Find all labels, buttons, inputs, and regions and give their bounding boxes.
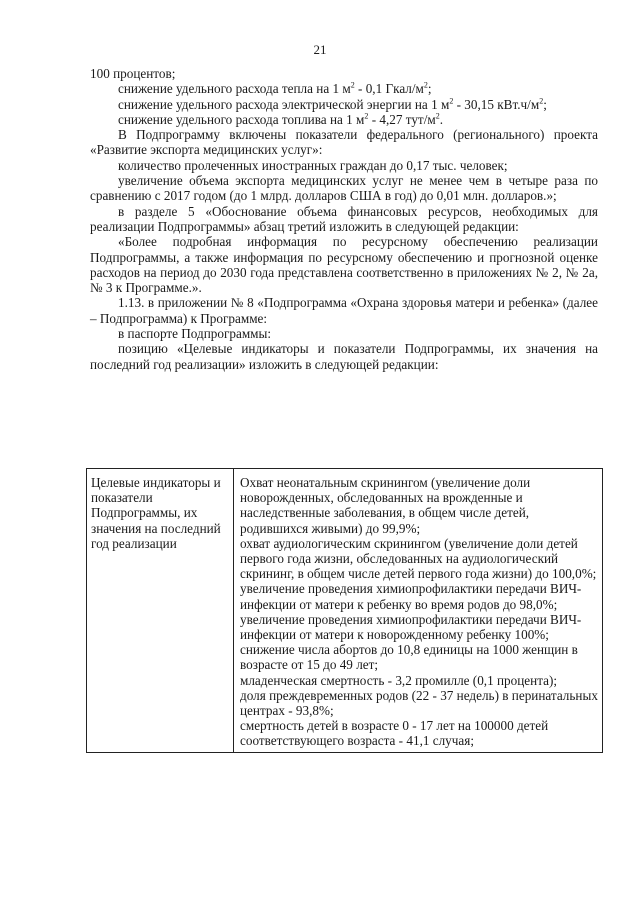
paragraph-4: В Подпрограмму включены показатели федерального (регионального) проекта «Развитие экспорта медицинских услуг»: <box>90 127 598 158</box>
indicator-value: младенческая смертность - 3,2 промилле (0,1 процента); <box>240 672 558 688</box>
paragraph-6: увеличение объема экспорта медицинских услуг не менее чем в четыре раза по сравнению с 2017 годом (до 1 млрд. долларов США в год) до 0,01 млн. долларов.»; <box>90 173 598 204</box>
indicator-value: Охват неонатальным скринингом (увеличение доли новорожденных, обследованных на врожденные и наследственные заболевания, в общем числе детей, родившихся живыми) до 99,9%; <box>240 475 531 536</box>
indicator-label-cell: Целевые индикаторы и показатели Подпрограммы, их значения на последний год реализации <box>87 469 234 753</box>
indicator-value: снижение числа абортов до 10,8 единицы на 1000 женщин в возрасте от 15 до 49 лет; <box>240 642 578 673</box>
indicator-value: увеличение проведения химиопрофилактики передачи ВИЧ-инфекции от матери к ребенку во время родов до 98,0%; <box>240 581 582 612</box>
indicator-value: увеличение проведения химиопрофилактики передачи ВИЧ-инфекции от матери к новорожденному ребенку 100%; <box>240 611 582 643</box>
paragraph-5: количество пролеченных иностранных граждан до 0,17 тыс. человек; <box>118 157 508 173</box>
paragraph-1: снижение удельного расхода тепла на 1 $м^2 - 0,1$ Гкал/$м^2$; <box>118 80 432 97</box>
indicator-value: охват аудиологическим скринингом (увеличение доли детей первого года жизни, обследованных на аудиологический скрининг, в общем числе детей первого года жизни) до 100,0%; <box>240 535 597 582</box>
paragraph-8: «Более подробная информация по ресурсному обеспечению реализации Подпрограммы, а также информация по ресурсному обеспечению и прогнозной оценке расходов на период до 2030 года представлена соответственно в приложениях № 2, № 2а, № 3 к Программе.». <box>90 234 598 296</box>
paragraph-11: позицию «Целевые индикаторы и показатели Подпрограммы, их значения на последний год реализации» изложить в следующей редакции: <box>90 341 598 372</box>
indicator-value: доля преждевременных родов (22 - 37 недель) в перинатальных центрах - 93,8%; <box>240 687 598 719</box>
paragraph-2: снижение удельного расхода электрической энергии на 1 $м^2 - 30,15$ $кВт.ч/м^2$; <box>118 96 547 112</box>
paragraph-10: в паспорте Подпрограммы: <box>118 326 272 342</box>
indicators-table <box>86 468 603 753</box>
paragraph-7: в разделе 5 «Обоснование объема финансовых ресурсов, необходимых для реализации Подпрограммы» абзац третий изложить в следующей редакции: <box>90 203 598 234</box>
body-text <box>90 66 598 372</box>
indicator-values-cell <box>234 469 603 753</box>
paragraph-0: 100 процентов; <box>90 66 176 81</box>
paragraph-3: снижение удельного расхода топлива на 1 $м^2 - 4,27$ тут/$м^2$. <box>118 111 444 127</box>
page-number: 21 <box>313 42 327 57</box>
paragraph-9: 1.13. в приложении № 8 «Подпрограмма «Охрана здоровья матери и ребенка» (далее – Подпрограмма) к Программе: <box>90 295 598 326</box>
table-row <box>87 469 603 753</box>
indicator-value: смертность детей в возрасте 0 - 17 лет на 100000 детей соответствующего возраста - 41,1 случая; <box>240 718 549 749</box>
